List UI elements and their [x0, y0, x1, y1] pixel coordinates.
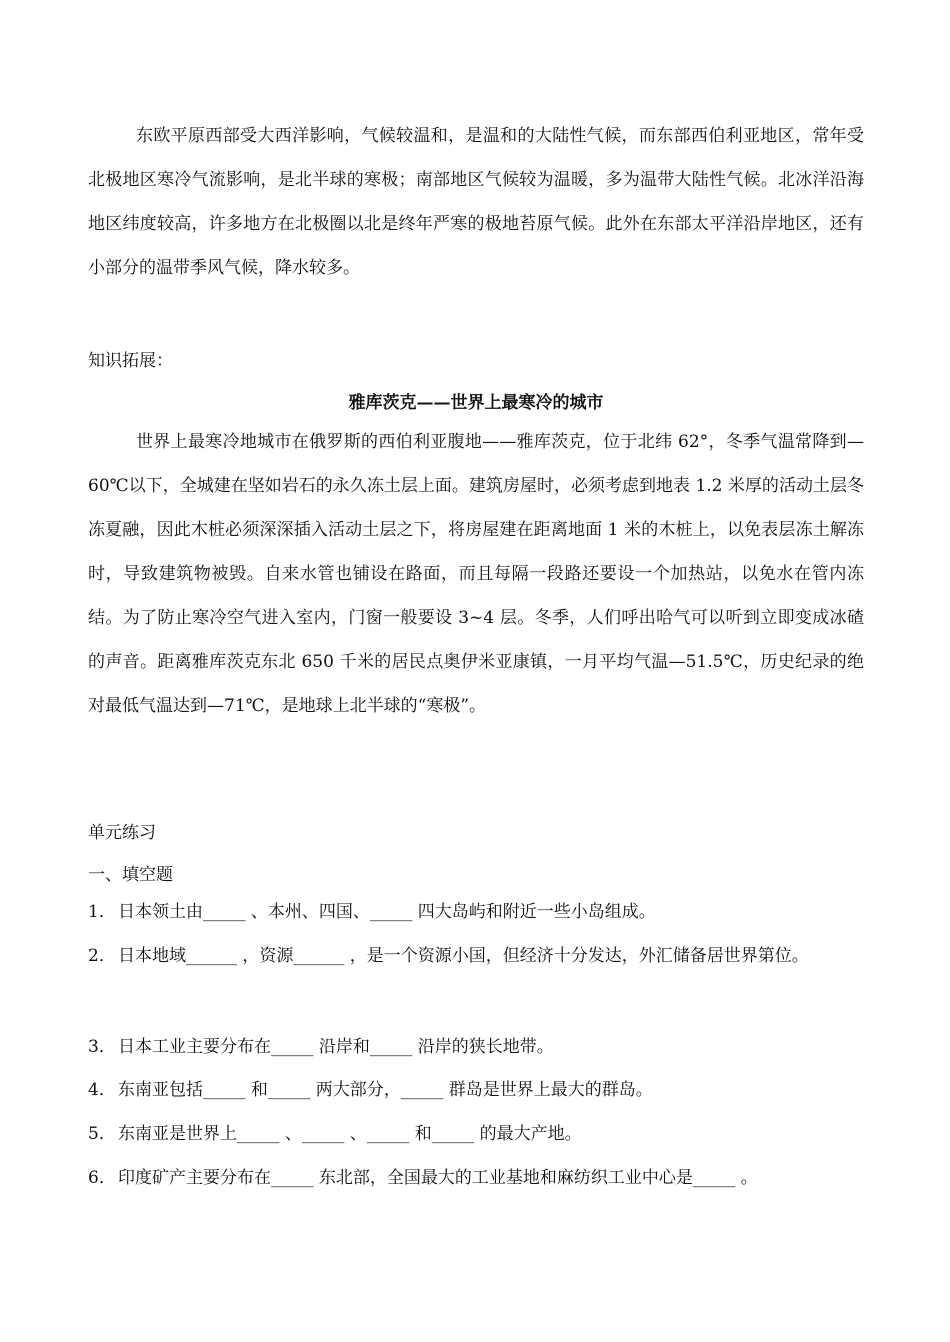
- question-item: [88, 934, 904, 978]
- climate-paragraph: 东欧平原西部受大西洋影响，气候较温和，是温和的大陆性气候，而东部西伯利亚地区，常年受北极地区寒冷气流影响，是北半球的寒极；南部地区气候较为温暖，多为温带大陆性气候。北冰洋沿海地区纬度较高，许多地方在北极圈以北是终年严寒的极地苔原气候。此外在东部太平洋沿岸地区，还有小部分的温带季风气候，降水较多。: [88, 126, 864, 278]
- question-number: 5．: [88, 1124, 116, 1144]
- question-number: 4．: [88, 1080, 116, 1100]
- question-text: 日本领土由_____ 、本州、四国、_____ 四大岛屿和附近一些小岛组成。: [118, 902, 656, 922]
- section-heading: 一、填空题: [88, 865, 173, 885]
- question-text: 日本工业主要分布在_____ 沿岸和_____ 沿岸的狭长地带。: [118, 1037, 554, 1057]
- question-number: 6．: [88, 1168, 116, 1188]
- question-text: 印度矿产主要分布在_____ 东北部，全国最大的工业基地和麻纺织工业中心是_____ 。: [118, 1168, 758, 1188]
- question-number: 1．: [88, 902, 116, 922]
- question-number: 2．: [88, 946, 116, 966]
- question-text: 东南亚是世界上_____ 、_____ 、_____ 和_____ 的最大产地。: [118, 1124, 582, 1144]
- question-item: [88, 1025, 904, 1069]
- extension-label: 知识拓展：: [88, 351, 173, 371]
- article-title: 雅库茨克——世界上最寒冷的城市: [348, 393, 604, 413]
- question-item: [88, 1068, 904, 1112]
- question-number: 3．: [88, 1037, 116, 1057]
- unit-exercise-label: 单元练习: [88, 823, 156, 843]
- question-text: 日本地域______ ，资源______ ，是一个资源小国，但经济十分发达，外汇储备居世界第位。: [118, 946, 809, 966]
- question-item: [88, 1112, 904, 1156]
- question-text: 东南亚包括_____ 和_____ 两大部分，_____ 群岛是世界上最大的群岛。: [118, 1080, 653, 1100]
- article-body: 世界上最寒冷地城市在俄罗斯的西伯利亚腹地——雅库茨克，位于北纬 62°，冬季气温常降到—60℃以下，全城建在坚如岩石的永久冻土层上面。建筑房屋时，必须考虑到地表 1.2 米厚的活动土层冬冻夏融，因此木桩必须深深插入活动土层之下，将房屋建在距离地面 1 米的木桩上，以免表层冻土解冻时，导致建筑物被毁。自来水管也铺设在路面，而且每隔一段路还要设一个加热站，以免水在管内冻结。为了防止寒冷空气进入室内，门窗一般要设 3~4 层。冬季，人们呼出哈气可以听到立即变成冰碴的声音。距离雅库茨克东北 650 千米的居民点奥伊米亚康镇，一月平均气温—51.5℃，历史纪录的绝对最低气温达到—71℃，是地球上北半球的“寒极”。: [88, 432, 864, 716]
- question-item: [88, 1156, 904, 1200]
- question-item: [88, 890, 904, 934]
